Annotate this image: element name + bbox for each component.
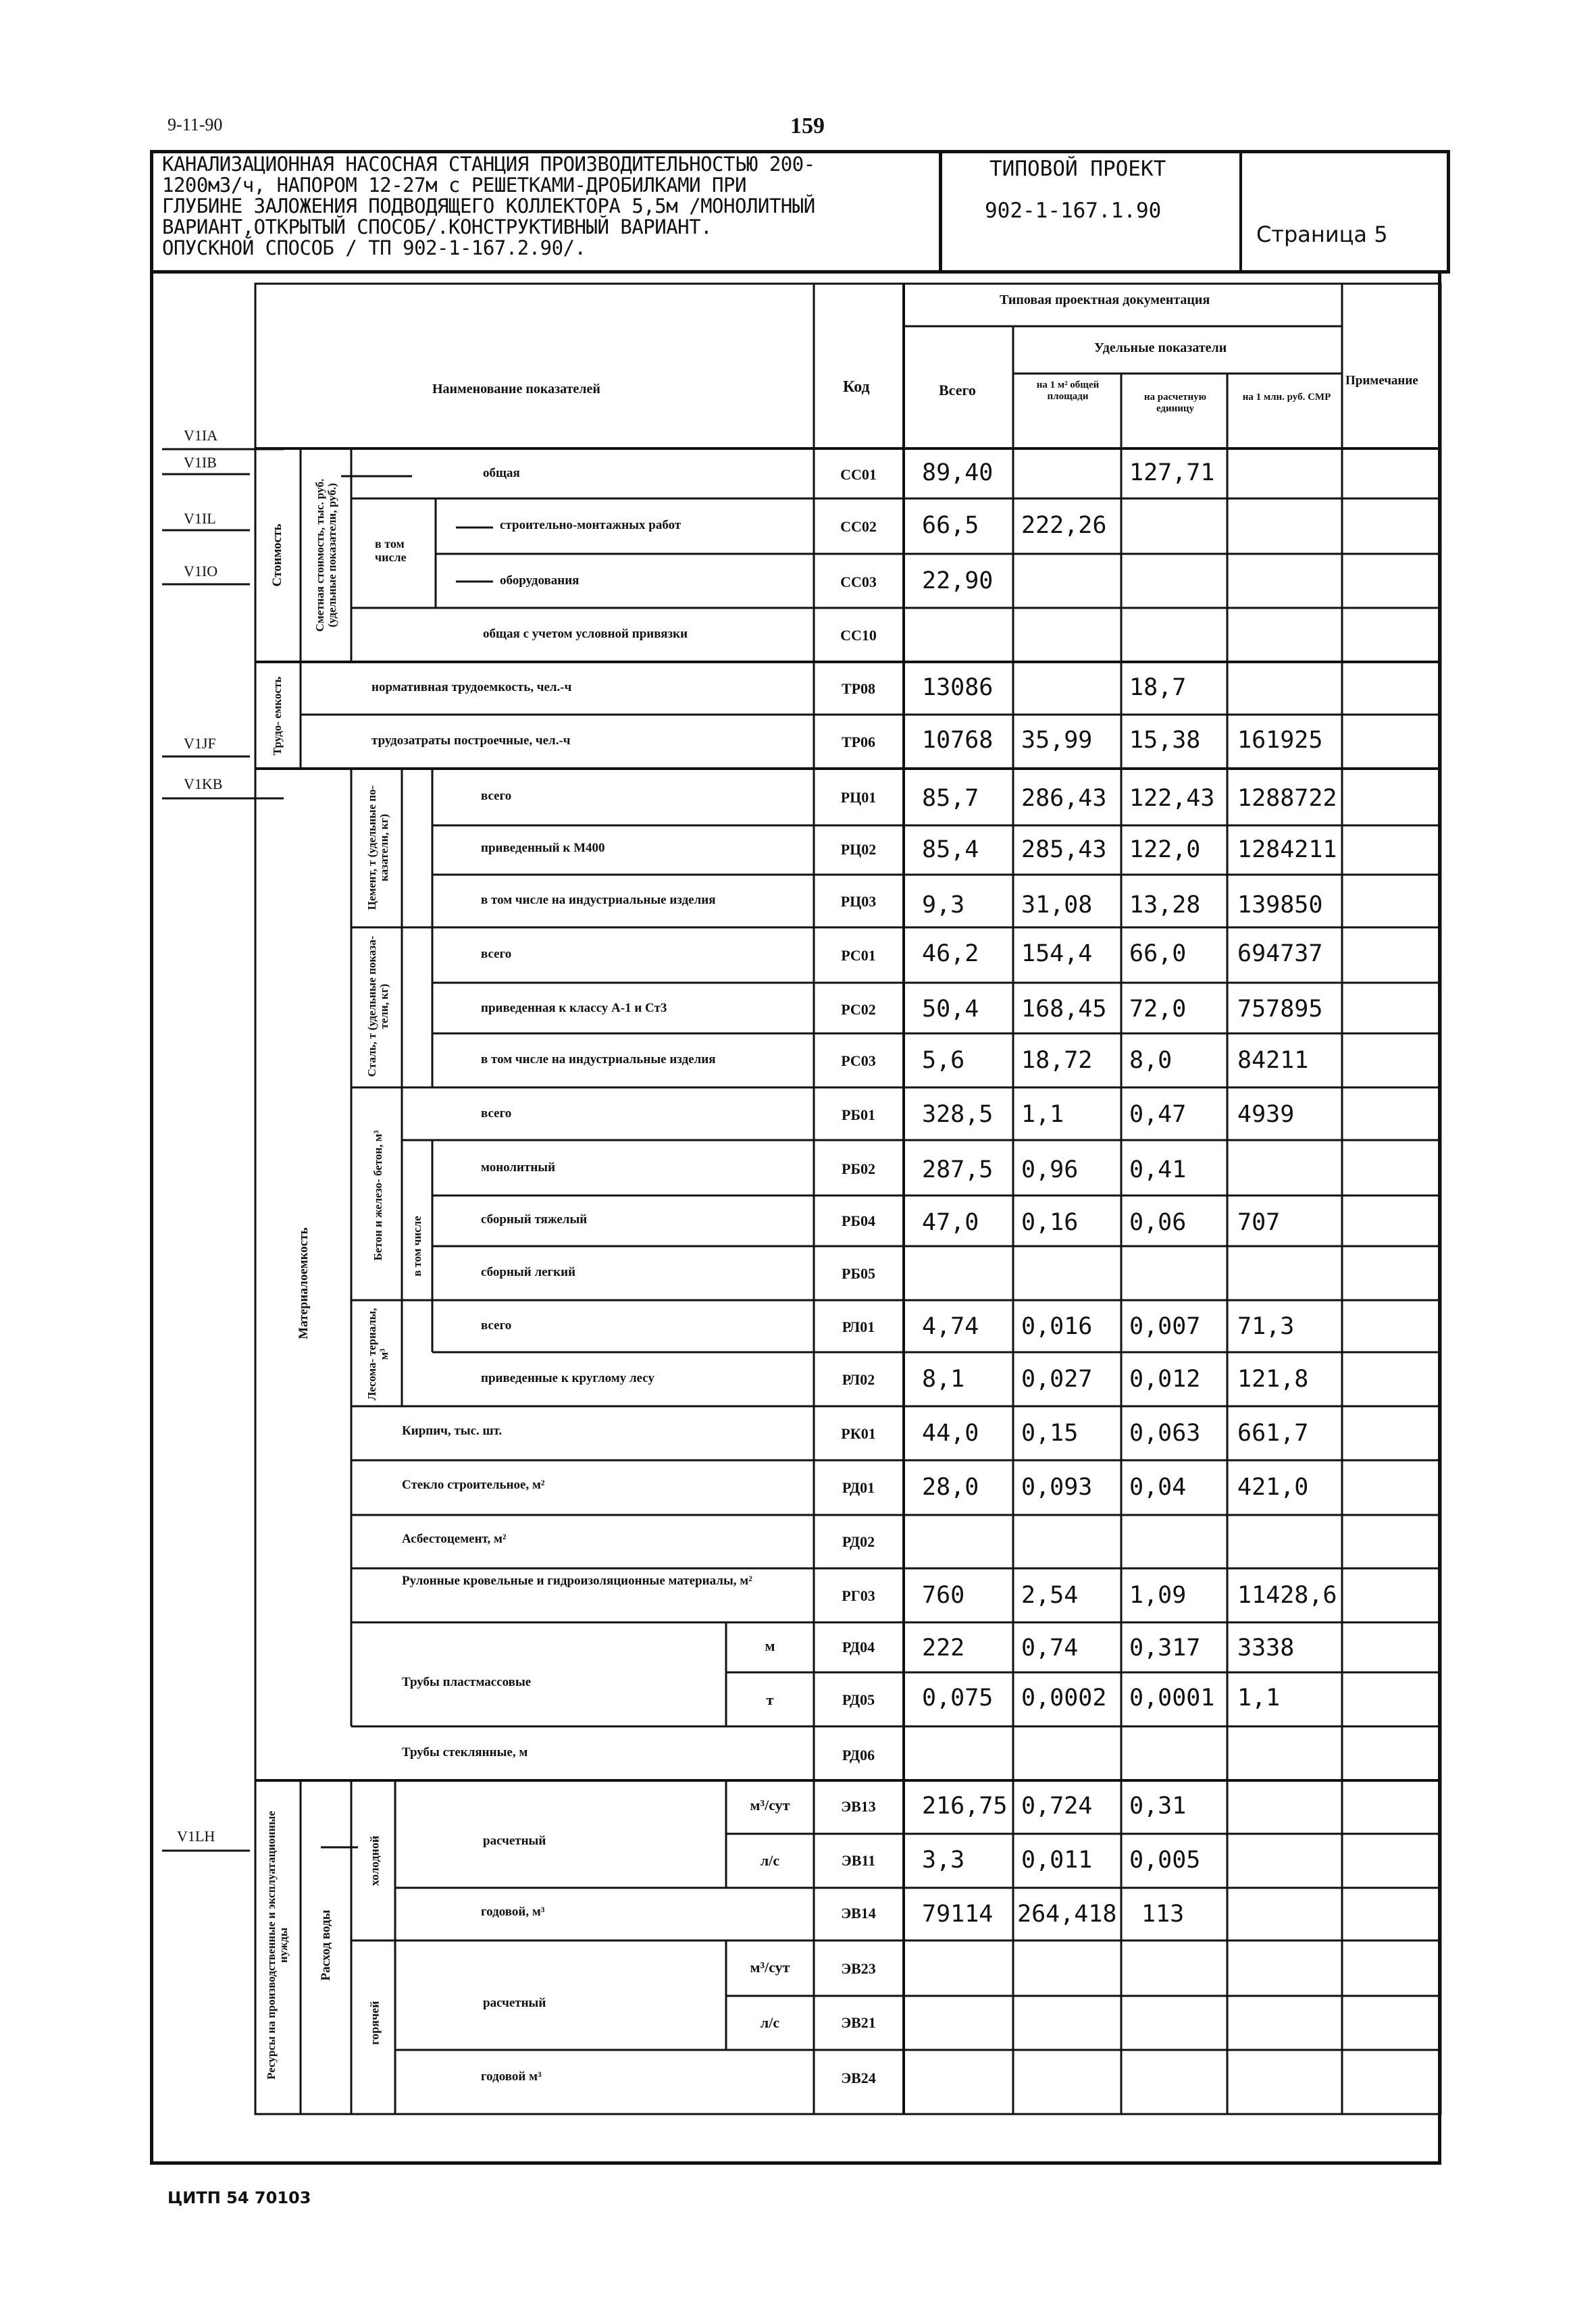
row-code: ТР06 <box>841 734 876 750</box>
row-total: 22,90 <box>922 567 994 594</box>
group-concrete-incl: в том числе <box>411 1216 424 1277</box>
page-date: 9-11-90 <box>168 115 223 134</box>
row-code: ЭВ11 <box>841 1852 876 1869</box>
margin-mark: V1LH <box>177 1828 215 1845</box>
header-per-mln: на 1 млн. руб. СМР <box>1242 392 1331 403</box>
row-per-m2: 285,43 <box>1021 836 1107 863</box>
row-label: оборудования <box>500 573 580 588</box>
row-per-unit: 66,0 <box>1129 940 1187 967</box>
row-per-m2: 1,1 <box>1021 1101 1064 1128</box>
title-line: ОПУСКНОЙ СПОСОБ / ТП 902-1-167.2.90/. <box>162 236 586 259</box>
row-code: РД06 <box>842 1747 875 1764</box>
row-label: Асбестоцемент, м² <box>402 1532 507 1546</box>
row-per-m2: 18,72 <box>1021 1047 1093 1074</box>
row-per-m2: 154,4 <box>1021 940 1093 967</box>
group-concrete: Бетон и железо- бетон, м³ <box>371 1130 385 1261</box>
margin-mark: V1IO <box>184 563 218 580</box>
margin-mark: V1JF <box>184 735 216 752</box>
row-unit: м³/сут <box>750 1959 790 1976</box>
row-per-unit: 127,71 <box>1129 459 1215 486</box>
row-code: РГ03 <box>842 1587 875 1604</box>
row-total: 44,0 <box>922 1420 979 1447</box>
header-name: Наименование показателей <box>432 382 600 396</box>
row-code: РД01 <box>842 1479 875 1496</box>
group-hot: горячей <box>367 2001 382 2045</box>
row-per-m2: 0,027 <box>1021 1366 1093 1393</box>
row-total: 760 <box>922 1582 965 1609</box>
row-per-mln: 161925 <box>1237 727 1323 754</box>
row-label: строительно-монтажных работ <box>500 518 681 532</box>
row-code: РС02 <box>841 1001 876 1018</box>
row-per-m2: 35,99 <box>1021 727 1093 754</box>
row-per-mln: 694737 <box>1237 940 1323 967</box>
row-label: приведенная к классу А-1 и Ст3 <box>481 1001 667 1015</box>
label-calc-hot: расчетный <box>483 1996 546 2010</box>
row-total: 79114 <box>922 1901 994 1928</box>
row-code: РС03 <box>841 1052 876 1069</box>
row-per-m2: 0,74 <box>1021 1635 1079 1662</box>
row-per-mln: 4939 <box>1237 1101 1295 1128</box>
row-label: сборный легкий <box>481 1265 576 1279</box>
row-total: 66,5 <box>922 512 979 539</box>
row-label: в том числе на индустриальные изделия <box>481 1052 716 1066</box>
group-cost-sub: Сметная стоимость, тыс. руб. (удельные показатели, руб.) <box>313 478 338 632</box>
row-unit: м³/сут <box>750 1797 790 1814</box>
header-specific: Удельные показатели <box>1094 340 1227 355</box>
row-per-unit: 0,0001 <box>1129 1685 1215 1712</box>
row-code: ЭВ21 <box>841 2014 876 2031</box>
row-label: приведенный к М400 <box>481 841 605 855</box>
group-water: Расход воды <box>319 1909 334 1981</box>
row-label: монолитный <box>481 1160 556 1175</box>
title-line: ГЛУБИНЕ ЗАЛОЖЕНИЯ ПОДВОДЯЩЕГО КОЛЛЕКТОРА 5,5м /МОНОЛИТНЫЙ <box>162 195 815 217</box>
row-unit: м <box>765 1637 775 1654</box>
row-code: РД02 <box>842 1533 875 1550</box>
row-per-m2: 0,093 <box>1021 1474 1093 1501</box>
row-label: Кирпич, тыс. шт. <box>402 1424 503 1438</box>
row-per-mln: 707 <box>1237 1209 1281 1236</box>
group-cost: Стоимость <box>270 523 285 587</box>
row-code: РЦ02 <box>840 841 877 858</box>
row-code: ТР08 <box>841 680 876 697</box>
row-total: 10768 <box>922 727 994 754</box>
row-label: Рулонные кровельные и гидроизоляционные материалы, м² <box>402 1574 752 1588</box>
row-code: ЭВ24 <box>841 2069 876 2086</box>
row-per-unit: 0,063 <box>1129 1420 1201 1447</box>
row-label: приведенные к круглому лесу <box>481 1371 654 1385</box>
row-total: 0,075 <box>922 1685 994 1712</box>
row-label: сборный тяжелый <box>481 1212 588 1227</box>
footer-code: ЦИТП 54 70103 <box>168 2188 311 2207</box>
group-labor: Трудо- емкость <box>271 676 284 756</box>
row-code: ЭВ14 <box>841 1905 876 1922</box>
group-cement: Цемент, т (удельные по- казатели, кг) <box>365 785 390 910</box>
row-per-mln: 11428,6 <box>1237 1582 1337 1609</box>
row-label: общая с учетом условной привязки <box>483 627 688 641</box>
row-code: РБ02 <box>842 1160 875 1177</box>
row-per-mln: 139850 <box>1237 892 1323 919</box>
row-code: ЭВ13 <box>841 1798 876 1815</box>
row-per-unit: 1,09 <box>1129 1582 1187 1609</box>
margin-mark: V1IL <box>184 510 216 527</box>
row-per-unit: 0,06 <box>1129 1209 1187 1236</box>
row-per-unit: 0,41 <box>1129 1156 1187 1183</box>
row-per-unit: 122,43 <box>1129 785 1215 812</box>
row-per-m2: 286,43 <box>1021 785 1107 812</box>
label-plastic-pipes: Трубы пластмассовые <box>402 1675 532 1689</box>
row-code: РЛ01 <box>842 1318 875 1335</box>
row-label: всего <box>481 947 512 961</box>
row-per-mln: 1,1 <box>1237 1685 1281 1712</box>
label-calc-cold: расчетный <box>483 1834 546 1848</box>
row-code: ЭВ23 <box>841 1960 876 1977</box>
row-label: Трубы стеклянные, м <box>402 1745 528 1759</box>
row-per-m2: 222,26 <box>1021 512 1107 539</box>
row-code: СС10 <box>840 627 877 644</box>
row-code: РБ05 <box>842 1265 875 1282</box>
margin-mark: V1IB <box>184 454 217 471</box>
row-code: СС02 <box>840 518 877 535</box>
row-per-unit: 0,012 <box>1129 1366 1201 1393</box>
row-per-m2: 264,418 <box>1017 1901 1117 1928</box>
row-per-unit: 0,005 <box>1129 1847 1201 1874</box>
row-code: РЦ01 <box>840 789 877 806</box>
row-label: годовой, м³ <box>481 1905 545 1919</box>
row-per-unit: 122,0 <box>1129 836 1201 863</box>
group-steel: Сталь, т (удельные показа- тели, кг) <box>365 935 390 1077</box>
row-unit: т <box>766 1691 774 1708</box>
header-typical-docs: Типовая проектная документация <box>1000 292 1210 307</box>
row-total: 50,4 <box>922 996 979 1023</box>
row-total: 46,2 <box>922 940 979 967</box>
row-total: 5,6 <box>922 1047 965 1074</box>
row-per-m2: 0,96 <box>1021 1156 1079 1183</box>
row-label: всего <box>481 789 512 803</box>
row-code: РД04 <box>842 1639 875 1655</box>
row-per-unit: 18,7 <box>1129 674 1187 701</box>
row-code: РК01 <box>841 1425 876 1442</box>
row-total: 47,0 <box>922 1209 979 1236</box>
row-per-mln: 84211 <box>1237 1047 1309 1074</box>
group-incl <box>375 537 429 564</box>
row-total: 4,74 <box>922 1313 979 1340</box>
row-per-mln: 1288722 <box>1237 785 1337 812</box>
row-per-m2: 168,45 <box>1021 996 1107 1023</box>
row-per-unit: 113 <box>1141 1901 1185 1928</box>
row-label: всего <box>481 1318 512 1333</box>
row-per-m2: 2,54 <box>1021 1582 1079 1609</box>
margin-mark: V1KB <box>184 775 223 792</box>
row-per-unit: 72,0 <box>1129 996 1187 1023</box>
row-per-unit: 15,38 <box>1129 727 1201 754</box>
row-total: 8,1 <box>922 1366 965 1393</box>
row-total: 3,3 <box>922 1847 965 1874</box>
row-total: 89,40 <box>922 459 994 486</box>
header-code: Код <box>843 378 870 396</box>
row-per-m2: 0,0002 <box>1021 1685 1107 1712</box>
row-unit: л/с <box>760 2014 780 2031</box>
row-label: Стекло строительное, м² <box>402 1478 545 1492</box>
row-total: 28,0 <box>922 1474 979 1501</box>
incl-text: в том числе <box>375 537 407 564</box>
row-total: 328,5 <box>922 1101 994 1128</box>
group-cold: холодной <box>367 1835 382 1886</box>
row-code: СС01 <box>840 466 877 483</box>
row-per-mln: 661,7 <box>1237 1420 1309 1447</box>
row-label: в том числе на индустриальные изделия <box>481 893 716 907</box>
row-total: 216,75 <box>922 1793 1008 1820</box>
row-per-unit: 0,317 <box>1129 1635 1201 1662</box>
row-total: 13086 <box>922 674 994 701</box>
row-label: трудозатраты построечные, чел.-ч <box>371 734 571 748</box>
row-per-mln: 757895 <box>1237 996 1323 1023</box>
row-label: годовой м³ <box>481 2069 542 2084</box>
group-timber: Лесома- териалы, м³ <box>365 1308 390 1401</box>
row-per-unit: 0,04 <box>1129 1474 1187 1501</box>
project-number: 902-1-167.1.90 <box>985 199 1162 223</box>
row-total: 9,3 <box>922 892 965 919</box>
title-line: КАНАЛИЗАЦИОННАЯ НАСОСНАЯ СТАНЦИЯ ПРОИЗВОДИТЕЛЬНОСТЬЮ 200- <box>162 153 815 176</box>
row-per-mln: 1284211 <box>1237 836 1337 863</box>
row-per-m2: 31,08 <box>1021 892 1093 919</box>
row-per-m2: 0,016 <box>1021 1313 1093 1340</box>
page-number: 159 <box>790 113 825 138</box>
row-unit: л/с <box>760 1852 780 1869</box>
row-per-unit: 0,47 <box>1129 1101 1187 1128</box>
project-label: ТИПОВОЙ ПРОЕКТ <box>989 157 1166 181</box>
row-total: 85,7 <box>922 785 979 812</box>
row-per-mln: 3338 <box>1237 1635 1295 1662</box>
row-total: 287,5 <box>922 1156 994 1183</box>
row-per-mln: 421,0 <box>1237 1474 1309 1501</box>
row-per-unit: 0,31 <box>1129 1793 1187 1820</box>
row-per-unit: 8,0 <box>1129 1047 1173 1074</box>
row-code: РЛ02 <box>842 1371 875 1388</box>
row-label: нормативная трудоемкость, чел.-ч <box>371 680 572 694</box>
row-code: РЦ03 <box>840 893 877 910</box>
row-code: СС03 <box>840 573 877 590</box>
row-code: РБ01 <box>842 1106 875 1123</box>
row-per-unit: 0,007 <box>1129 1313 1201 1340</box>
row-code: РБ04 <box>842 1212 875 1229</box>
row-total: 85,4 <box>922 836 979 863</box>
group-resources: Ресурсы на производственные и эксплуатационные нужды <box>265 1811 290 2080</box>
page-label: Страница 5 <box>1256 222 1388 247</box>
row-per-m2: 0,724 <box>1021 1793 1093 1820</box>
row-per-mln: 71,3 <box>1237 1313 1295 1340</box>
margin-mark: V1IA <box>184 427 218 444</box>
row-code: РС01 <box>841 947 876 964</box>
row-per-m2: 0,011 <box>1021 1847 1093 1874</box>
header-note: Примечание <box>1345 374 1418 388</box>
title-line: 1200м3/ч, НАПОРОМ 12-27м с РЕШЕТКАМИ-ДРОБИЛКАМИ ПРИ <box>162 174 746 197</box>
row-total: 222 <box>922 1635 965 1662</box>
title-line: ВАРИАНТ,ОТКРЫТЫЙ СПОСОБ/.КОНСТРУКТИВНЫЙ ВАРИАНТ. <box>162 215 713 238</box>
header-per-m2: на 1 м² общей площади <box>1036 380 1100 402</box>
row-code: РД05 <box>842 1691 875 1708</box>
header-total: Всего <box>939 382 976 398</box>
group-material: Материалоемкость <box>297 1227 311 1339</box>
row-per-mln: 121,8 <box>1237 1366 1309 1393</box>
row-per-m2: 0,16 <box>1021 1209 1079 1236</box>
row-per-unit: 13,28 <box>1129 892 1201 919</box>
row-label: всего <box>481 1106 512 1121</box>
header-per-unit: на расчетную единицу <box>1143 392 1207 414</box>
row-label: общая <box>483 466 520 480</box>
row-per-m2: 0,15 <box>1021 1420 1079 1447</box>
